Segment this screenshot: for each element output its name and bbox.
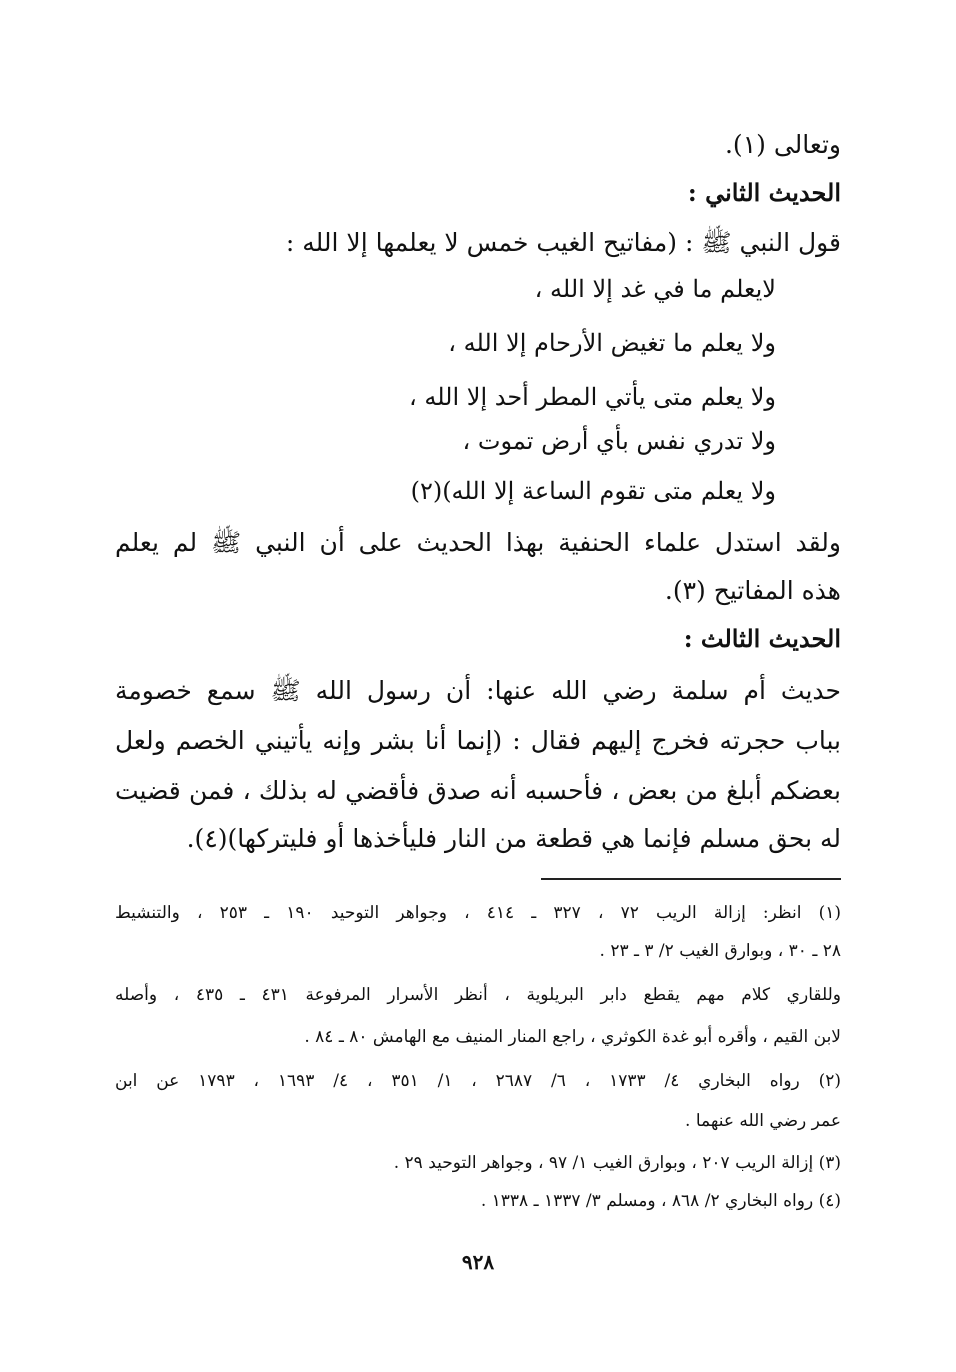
poem-line-3: ولا يعلم متى يأتي المطر أحد إلا الله ، <box>408 383 776 411</box>
continuation-line: وتعالى (١). <box>724 130 841 159</box>
footnote-line: (٣) إزالة الريب ٢٠٧ ، وبوارق الغيب ١/ ٩٧ ، وجواهر التوحيد ٢٩ . <box>393 1153 841 1173</box>
hadith-3-line: له بحق مسلم فإنما هي قطعة من النار فليأخذها أو فليتركها)(٤). <box>186 824 841 853</box>
hadith-3-line: بباب حجرته فخرج إليهم فقال : (إنما أنا بشر وإنه يأتيني الخصم ولعل <box>115 726 841 755</box>
footnote-separator <box>541 878 841 880</box>
poem-line-4: ولا تدري نفس بأي أرض تموت ، <box>462 427 776 455</box>
footnote-line: لابن القيم ، وأقره أبو غدة الكوثري ، راجع المنار المنيف مع الهامش ٨٠ ـ ٨٤ . <box>304 1027 841 1047</box>
page-number: ٩٢٨ <box>461 1250 495 1274</box>
footnote-line: وللقاري كلام مهم يقطع دابر البريلوية ، أنظر الأسرار المرفوعة ٤٣١ ـ ٤٣٥ ، وأصله <box>115 985 841 1005</box>
hadith-2-intro: قول النبي ﷺ : (مفاتيح الغيب خمس لا يعلمها إلا الله : <box>285 228 841 257</box>
hadith-3-line: بعضكم أبلغ من بعض ، فأحسبه أنه صدق فأقضي له بذلك ، فمن قضيت <box>115 776 841 805</box>
footnote-line: (١) انظر: إزالة الريب ٧٢ ، ٣٢٧ ـ ٤١٤ ، وجواهر التوحيد ١٩٠ ـ ٢٥٣ ، والتنشيط <box>115 903 841 923</box>
footnote-line: ٢٨ ـ ٣٠ ، وبوارق الغيب ٢/ ٣ ـ ٢٣ . <box>599 941 841 961</box>
paragraph-line: ولقد استدل علماء الحنفية بهذا الحديث على أن النبي ﷺ لم يعلم <box>115 528 841 557</box>
poem-line-5: ولا يعلم متى تقوم الساعة إلا الله)(٢) <box>410 477 776 505</box>
footnote-line: عمر رضي الله عنهما . <box>685 1111 841 1131</box>
poem-line-1: لايعلم ما في غد إلا الله ، <box>534 275 776 303</box>
heading-hadith-2: الحديث الثاني : <box>687 178 841 207</box>
heading-hadith-3: الحديث الثالث : <box>683 624 841 653</box>
footnote-line: (٤) رواه البخاري ٢/ ٨٦٨ ، ومسلم ٣/ ١٣٣٧ ـ ١٣٣٨ . <box>480 1191 841 1211</box>
poem-line-2: ولا يعلم ما تغيض الأرحام إلا الله ، <box>448 329 776 357</box>
hadith-3-line: حديث أم سلمة رضي الله عنها: أن رسول الله ﷺ سمع خصومة <box>115 676 841 705</box>
footnote-line: (٢) رواه البخاري ٤/ ١٧٣٣ ، ٦/ ٢٦٨٧ ، ١/ ٣٥١ ، ٤/ ١٦٩٣ ، ١٧٩٣ عن ابن <box>115 1071 842 1091</box>
paragraph-line: هذه المفاتيح (٣). <box>664 576 841 605</box>
